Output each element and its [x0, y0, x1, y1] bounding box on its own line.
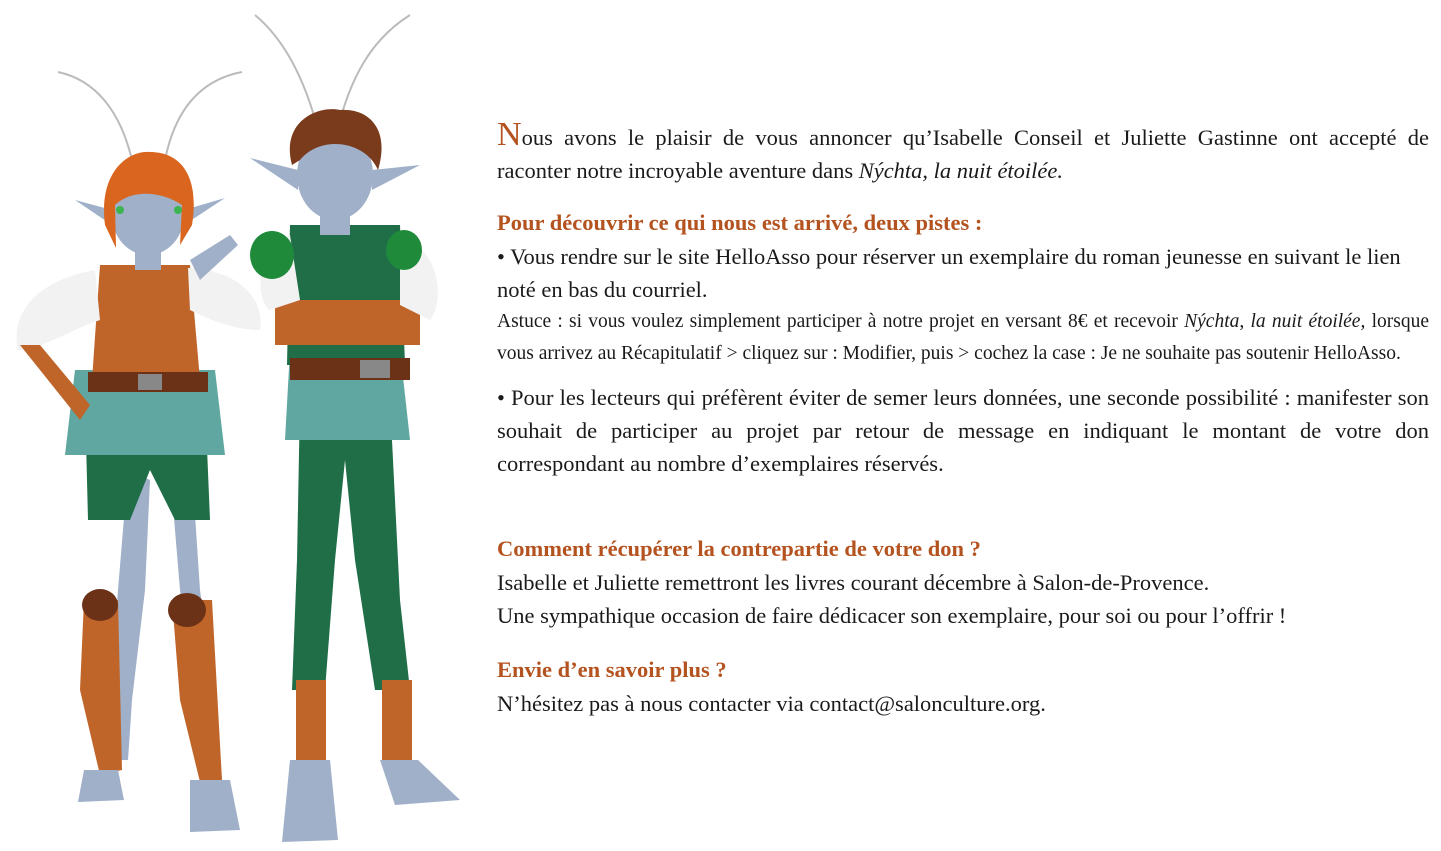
- intro-text: ous avons le plaisir de vous annoncer qu’Isabelle Conseil et Juliette Gastinne ont accepté de raconter notre incroyable aventure dans: [497, 125, 1429, 183]
- elf-characters-illustration: [0, 0, 480, 851]
- contact-heading: Envie d’en savoir plus ?: [497, 657, 727, 682]
- tip-text-after: lorsque vous arrivez au Récapitulatif > cliquez sur : Modifier, puis > cochez la case : Je ne souhaite pas soutenir HelloAsso.: [497, 311, 1429, 364]
- elf-girl-figure: [17, 72, 261, 832]
- intro-paragraph: [497, 118, 1429, 187]
- reward-line-two: Une sympathique occasion de faire dédicacer son exemplaire, pour soi ou pour l’offrir !: [497, 603, 1287, 628]
- option-one-text: • Vous rendre sur le site HelloAsso pour réserver un exemplaire du roman jeunesse en suivant le lien noté en bas du courriel.: [497, 244, 1401, 302]
- option-two-text: • Pour les lecteurs qui préfèrent éviter de semer leurs données, une seconde possibilité : manifester son souhait de participer au projet par retour de message en indiquant le montant de votre don correspondant au nombre d’exemplaires réservés.: [497, 385, 1429, 476]
- tip-paragraph: [497, 306, 1429, 369]
- reward-line-one: Isabelle et Juliette remettront les livres courant décembre à Salon-de-Provence.: [497, 570, 1210, 595]
- contact-line[interactable]: N’hésitez pas à nous contacter via contact@salonculture.org.: [497, 691, 1046, 716]
- elf-boy-figure: [250, 15, 460, 842]
- tip-text-before: Astuce : si vous voulez simplement participer à notre projet en versant 8€ et recevoir: [497, 311, 1185, 332]
- book-title: Nýchta, la nuit étoilée.: [858, 158, 1064, 183]
- drop-cap: N: [497, 116, 522, 153]
- announcement-text: [497, 118, 1429, 720]
- reward-heading: Comment récupérer la contrepartie de votre don ?: [497, 536, 981, 561]
- tip-book-title: Nýchta, la nuit étoilée,: [1184, 311, 1366, 332]
- discover-heading: Pour découvrir ce qui nous est arrivé, deux pistes :: [497, 210, 983, 235]
